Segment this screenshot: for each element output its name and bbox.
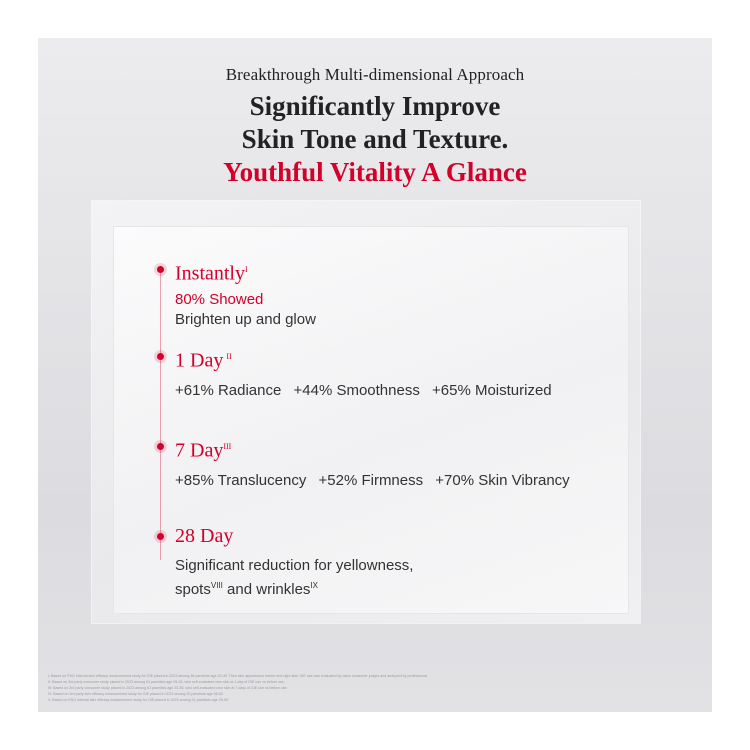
headline-line-3: Youthful Vitality A Glance [223, 157, 527, 187]
header [0, 64, 750, 189]
step-text: Brighten up and glow [175, 310, 316, 328]
timeline-dot [157, 533, 164, 540]
footnote: V: Based on P&G internal skin efficacy measurement study for GIE placed in 2023 among 31 panelists age 29-55. [48, 698, 229, 702]
step-title: 7 Day [175, 439, 224, 462]
stat: +52% Firmness [318, 471, 424, 489]
footnote: IV: Based on 3rd party skin efficacy measurement study for GIE placed in 2023 among 30 panelists age 38-60. [48, 692, 224, 696]
timeline-dot [157, 443, 164, 450]
step-title: Instantly [175, 262, 245, 285]
step-title: 1 Day [175, 349, 224, 372]
step-footnote-ref: I [245, 265, 248, 274]
step-text-continued: spots$^{VIII}$ and wrinkles$^{IX}$ [175, 581, 318, 598]
step-1-day [175, 345, 560, 401]
footnotes [48, 673, 648, 703]
stat: +65% Moisturized [432, 381, 552, 399]
step-highlight: 80% Showed [175, 290, 264, 308]
footnote: III: Based on 3rd party consumer study placed in 2023 among 61 panelists age 25-55, who self-evaluated own skin at 7 days of GIE use vs before use. [48, 686, 288, 690]
step-instantly [175, 258, 316, 330]
step-footnote-ref: II [226, 352, 232, 361]
headline-line-2: Skin Tone and Texture. [241, 124, 509, 154]
timeline-line [160, 270, 161, 560]
stat: +44% Smoothness [293, 381, 420, 399]
timeline-dot [157, 353, 164, 360]
footnote: II: Based on 3rd party consumer study placed in 2023 among 61 panelists age 25-55, who self-evaluated own skin at 1 day of GIE use vs before use. [48, 680, 285, 684]
stat: +85% Translucency [175, 471, 307, 489]
step-footnote-ref: VIII [210, 581, 223, 590]
step-title: 28 Day [175, 525, 234, 547]
step-footnote-ref: III [223, 442, 232, 451]
stat: +61% Radiance [175, 381, 282, 399]
headline-line-1: Significantly Improve [249, 91, 501, 121]
step-28-day [175, 524, 413, 600]
subtitle: Breakthrough Multi-dimensional Approach [225, 65, 525, 84]
step-footnote-ref: IX [310, 581, 318, 590]
step-stats [175, 471, 578, 491]
footnote: I: Based on P&G internal skin efficacy measurement study for GIE placed in 2023 among 36 panelists age 20-49. Then skin appearance before and right after GIE use was evaluated by naive consumer judges and analyzed by professional. [48, 674, 428, 678]
step-7-day [175, 435, 578, 491]
step-stats [175, 381, 560, 401]
timeline-dot [157, 266, 164, 273]
step-text: Significant reduction for yellowness, [175, 557, 414, 574]
stat: +70% Skin Vibrancy [435, 471, 570, 489]
